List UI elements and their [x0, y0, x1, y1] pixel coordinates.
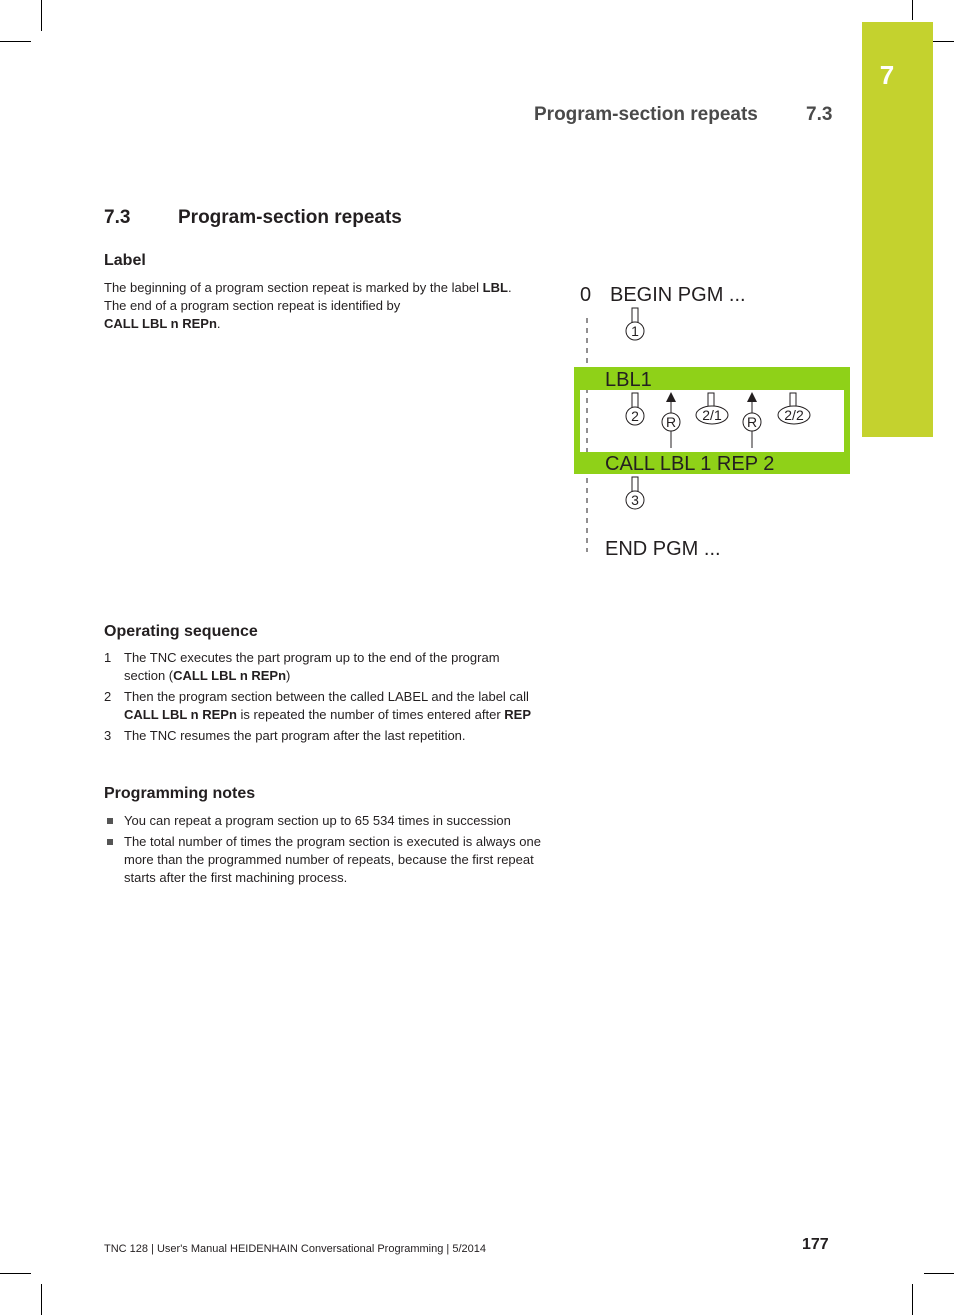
item-text: ): [286, 668, 291, 683]
call-lbl-label: CALL LBL 1 REP 2: [605, 453, 775, 475]
item-number: 2: [104, 689, 112, 704]
section-number: 7.3: [104, 207, 131, 228]
crop-mark: [924, 1273, 954, 1274]
programming-notes-heading: Programming notes: [104, 785, 256, 802]
list-item: [104, 727, 544, 745]
running-title: Program-section repeats: [534, 104, 758, 125]
marker-3-label: 3: [631, 492, 639, 508]
operating-sequence-heading: Operating sequence: [104, 623, 258, 640]
page-number: 177: [802, 1236, 829, 1253]
list-item: [104, 688, 544, 724]
return-arrowhead-1: [666, 392, 676, 402]
begin-number: 0: [580, 284, 592, 306]
label-code: LBL: [482, 280, 508, 295]
label-paragraph: [104, 279, 534, 333]
end-pgm-label: END PGM ...: [605, 538, 721, 560]
label-code: CALL LBL n REPn: [104, 316, 217, 331]
return-arrowhead-2: [747, 392, 757, 402]
begin-pgm-label: BEGIN PGM ...: [610, 284, 746, 306]
lbl-band-right: [844, 390, 850, 452]
item-code: REP: [504, 707, 532, 722]
marker-2-1-label: 2/1: [702, 407, 722, 423]
note-text: You can repeat a program section up to 65 534 times in succession: [124, 813, 511, 828]
marker-r1-label: R: [665, 414, 677, 430]
operating-sequence-list: [104, 649, 544, 748]
label-heading: Label: [104, 252, 146, 269]
list-item: [104, 833, 544, 887]
lbl-band-left: [574, 390, 580, 452]
label-text: The beginning of a program section repeat is marked by the label: [104, 280, 483, 295]
lbl1-label: LBL1: [605, 369, 652, 391]
programming-notes-list: [104, 812, 544, 890]
item-text: Then the program section between the called LABEL and the label call: [124, 689, 529, 704]
crop-mark: [0, 41, 31, 42]
square-bullet-icon: [107, 839, 113, 845]
item-code: CALL LBL n REPn: [173, 668, 287, 683]
crop-mark: [41, 1284, 42, 1315]
label-text: . The end of a program section repeat is identified by: [104, 280, 512, 313]
list-item: [104, 649, 544, 685]
item-number: 1: [104, 650, 112, 665]
note-text: The total number of times the program section is executed is always one more than the programmed number of repeats, because the first repeat starts after the first machining process.: [124, 834, 541, 885]
marker-1-label: 1: [631, 323, 639, 339]
running-section: 7.3: [806, 104, 833, 125]
list-item: [104, 812, 544, 830]
program-repeat-diagram: [560, 270, 860, 570]
marker-r2-label: R: [746, 414, 758, 430]
item-text: is repeated the number of times entered after: [236, 707, 505, 722]
label-text: .: [216, 316, 221, 331]
item-number: 3: [104, 728, 112, 743]
footer-text: TNC 128 | User's Manual HEIDENHAIN Conversational Programming | 5/2014: [104, 1243, 486, 1255]
item-code: CALL LBL n REPn: [124, 707, 237, 722]
crop-mark: [912, 1284, 913, 1315]
crop-mark: [0, 1273, 31, 1274]
crop-mark: [41, 0, 42, 31]
section-title: Program-section repeats: [178, 207, 402, 228]
crop-mark: [912, 0, 913, 20]
item-text: The TNC resumes the part program after the last repetition.: [124, 728, 466, 743]
chapter-number: 7: [879, 60, 895, 90]
marker-2-label: 2: [631, 408, 639, 424]
square-bullet-icon: [107, 818, 113, 824]
item-text: The TNC executes the part program up to the end of the program section (: [124, 650, 500, 683]
marker-2-2-label: 2/2: [784, 407, 804, 423]
